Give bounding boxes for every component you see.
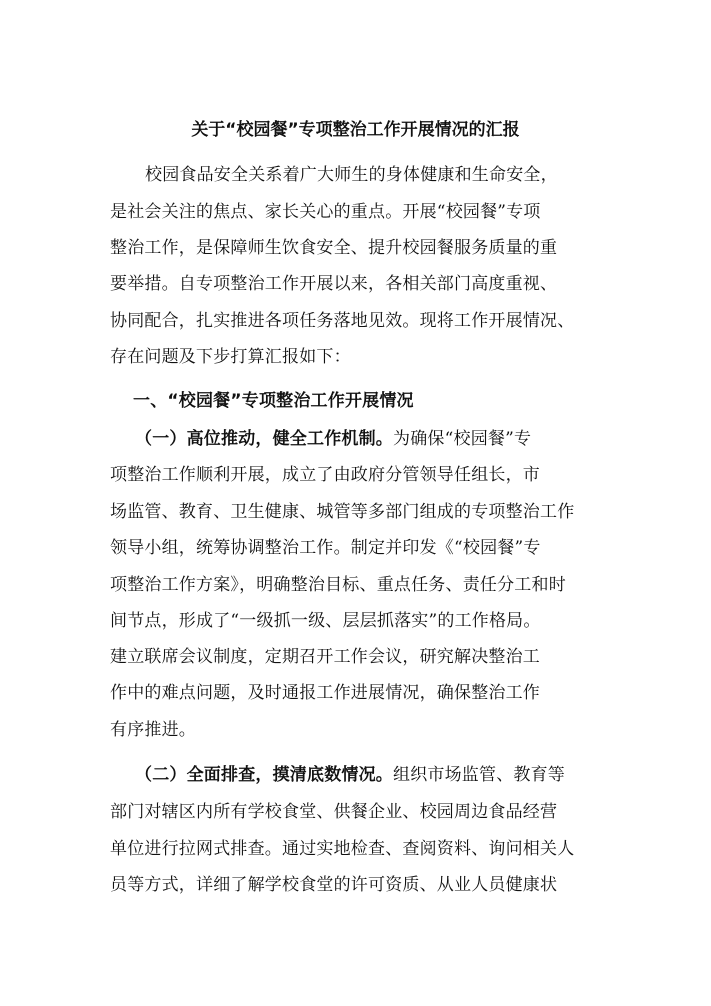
intro-line: 要举措。自专项整治工作开展以来，各相关部门高度重视、	[110, 274, 558, 294]
paragraph-lead: （二）全面排查，摸清底数情况。	[135, 765, 393, 785]
paragraph-line: 作中的难点问题，及时通报工作进展情况，确保整治工作	[110, 683, 540, 703]
paragraph-line: 项整治工作方案》，明确整治目标、重点任务、责任分工和时	[110, 575, 566, 595]
intro-line: 校园食品安全关系着广大师生的身体健康和生命安全，	[145, 165, 558, 185]
paragraph-line: 领导小组，统筹协调整治工作。制定并印发《“校园餐”专	[110, 538, 541, 558]
intro-line: 存在问题及下步打算汇报如下：	[110, 347, 351, 367]
paragraph-line: 单位进行拉网式排查。通过实地检查、查阅资料、询问相关人	[110, 839, 575, 859]
paragraph-line: 部门对辖区内所有学校食堂、供餐企业、校园周边食品经营	[110, 802, 558, 822]
paragraph-text: 组织市场监管、教育等	[393, 765, 565, 785]
intro-line: 整治工作，是保障师生饮食安全、提升校园餐服务质量的重	[110, 238, 558, 258]
paragraph-line: 场监管、教育、卫生健康、城管等多部门组成的专项整治工作	[110, 502, 575, 522]
paragraph-text: 为确保“校园餐”专	[393, 429, 532, 449]
document-title: 关于“校园餐”专项整治工作开展情况的汇报	[191, 120, 520, 140]
paragraph-line: 员等方式，详细了解学校食堂的许可资质、从业人员健康状	[110, 875, 558, 895]
paragraph-line: 有序推进。	[110, 720, 196, 740]
paragraph-first-line	[135, 427, 531, 451]
paragraph-first-line	[135, 763, 565, 787]
paragraph-line: 建立联席会议制度，定期召开工作会议，研究解决整治工	[110, 647, 540, 667]
section-heading: 一、“校园餐”专项整治工作开展情况	[133, 391, 414, 411]
paragraph-lead: （一）高位推动，健全工作机制。	[135, 429, 393, 449]
intro-line: 协同配合，扎实推进各项任务落地见效。现将工作开展情况、	[110, 311, 575, 331]
paragraph-line: 间节点，形成了“一级抓一级、层层抓落实”的工作格局。	[110, 611, 541, 631]
paragraph-line: 项整治工作顺利开展，成立了由政府分管领导任组长，市	[110, 465, 540, 485]
intro-line: 是社会关注的焦点、家长关心的重点。开展“校园餐”专项	[110, 202, 541, 222]
